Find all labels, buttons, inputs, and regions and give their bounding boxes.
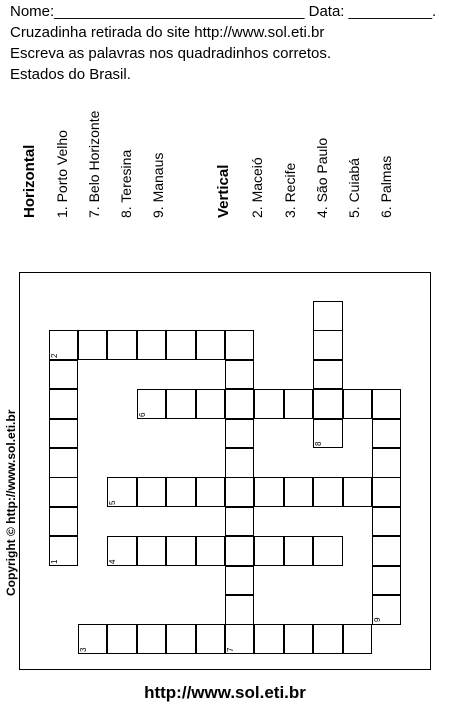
crossword-cell[interactable] (313, 330, 343, 360)
crossword-cell[interactable] (225, 507, 255, 537)
crossword-cell[interactable] (49, 389, 79, 419)
clue-vertical-5: 5. Cuiabá (346, 158, 362, 218)
clue-col (311, 98, 333, 218)
clue-col (343, 98, 365, 218)
crossword-cell[interactable] (343, 624, 373, 654)
crossword-cell[interactable] (343, 477, 373, 507)
crossword-cell[interactable] (107, 330, 137, 360)
clue-number: 3 (78, 647, 88, 652)
clue-vertical-4: 4. São Paulo (314, 137, 330, 218)
clue-vertical-3: 3. Recife (282, 162, 298, 218)
crossword-cell[interactable] (372, 536, 402, 566)
crossword-cell[interactable] (225, 330, 255, 360)
crossword-cell[interactable] (49, 507, 79, 537)
crossword-cell[interactable] (137, 624, 167, 654)
clue-horizontal-8: 8. Teresina (118, 149, 134, 218)
crossword-cell[interactable] (225, 360, 255, 390)
crossword-cell[interactable] (313, 360, 343, 390)
crossword-cell[interactable] (313, 389, 343, 419)
crossword-cell[interactable] (196, 330, 226, 360)
clue-number: 2 (49, 353, 59, 358)
horizontal-title-col (19, 98, 41, 218)
clue-vertical-2: 2. Maceió (249, 157, 265, 218)
clue-number: 7 (225, 647, 235, 652)
crossword-cell[interactable] (254, 477, 284, 507)
crossword-cell[interactable] (49, 419, 79, 449)
clue-col (51, 98, 73, 218)
clue-col (246, 98, 268, 218)
crossword-cell[interactable] (284, 477, 314, 507)
clue-horizontal-7: 7. Belo Horizonte (86, 110, 102, 218)
clue-col (147, 98, 169, 218)
clue-number: 4 (108, 559, 118, 564)
crossword-cell[interactable] (254, 624, 284, 654)
vertical-title: Vertical (215, 164, 232, 218)
footer-url: http://www.sol.eti.br (144, 683, 306, 702)
crossword-cell[interactable] (343, 389, 373, 419)
theme-line: Estados do Brasil. (10, 66, 131, 83)
clue-col (115, 98, 137, 218)
crossword-cell[interactable] (225, 389, 255, 419)
crossword-cell[interactable] (137, 477, 167, 507)
clue-number: 1 (49, 559, 59, 564)
crossword-cell[interactable] (196, 477, 226, 507)
crossword-cell[interactable] (313, 624, 343, 654)
crossword-cell[interactable] (166, 389, 196, 419)
clue-number: 8 (314, 441, 324, 446)
crossword-cell[interactable] (313, 477, 343, 507)
crossword-cell[interactable] (196, 389, 226, 419)
crossword-cell[interactable] (166, 330, 196, 360)
crossword-cell[interactable] (284, 536, 314, 566)
clue-number: 5 (108, 500, 118, 505)
clue-horizontal-9: 9. Manaus (150, 152, 166, 218)
clue-col (375, 98, 397, 218)
instructions-line: Escreva as palavras nos quadradinhos corretos. (10, 45, 332, 62)
crossword-cell[interactable] (137, 330, 167, 360)
vertical-title-col (213, 98, 235, 218)
crossword-cell[interactable] (49, 477, 79, 507)
clue-number: 9 (372, 617, 382, 623)
crossword-cell[interactable] (284, 389, 314, 419)
clue-col (83, 98, 105, 218)
crossword-cell[interactable] (313, 536, 343, 566)
crossword-cell[interactable] (254, 389, 284, 419)
crossword-cell[interactable] (225, 477, 255, 507)
crossword-cell[interactable] (166, 624, 196, 654)
crossword-cell[interactable] (166, 477, 196, 507)
crossword-cell[interactable] (372, 389, 402, 419)
crossword-cell[interactable] (196, 536, 226, 566)
crossword-cell[interactable] (254, 536, 284, 566)
clue-number: 6 (137, 412, 147, 417)
crossword-cell[interactable] (225, 595, 255, 625)
source-line: Cruzadinha retirada do site http://www.sol.eti.br (10, 24, 325, 41)
copyright-text: Copyright © http://www.sol.eti.br (4, 409, 18, 596)
crossword-cell[interactable] (196, 624, 226, 654)
crossword-cell[interactable] (372, 507, 402, 537)
crossword-cell[interactable] (313, 301, 343, 331)
name-date-line: Nome:______________________________ Data: __________. (10, 3, 437, 20)
crossword-cell[interactable] (107, 624, 137, 654)
horizontal-title: Horizontal (21, 144, 38, 218)
crossword-cell[interactable] (372, 448, 402, 478)
clue-col (279, 98, 301, 218)
crossword-cell[interactable] (225, 448, 255, 478)
crossword-cell[interactable] (225, 419, 255, 449)
crossword-cell[interactable] (137, 536, 167, 566)
crossword-cell[interactable] (225, 536, 255, 566)
crossword-cell[interactable] (166, 536, 196, 566)
crossword-cell[interactable] (372, 477, 402, 507)
crossword-cell[interactable] (49, 448, 79, 478)
crossword-cell[interactable] (284, 624, 314, 654)
copyright-col (2, 360, 20, 596)
crossword-cell[interactable] (372, 419, 402, 449)
crossword-cell[interactable] (225, 566, 255, 596)
clue-horizontal-1: 1. Porto Velho (54, 130, 70, 218)
clue-vertical-6: 6. Palmas (378, 155, 394, 218)
crossword-cell[interactable] (78, 330, 108, 360)
crossword-cell[interactable] (372, 566, 402, 596)
crossword-cell[interactable] (49, 360, 79, 390)
